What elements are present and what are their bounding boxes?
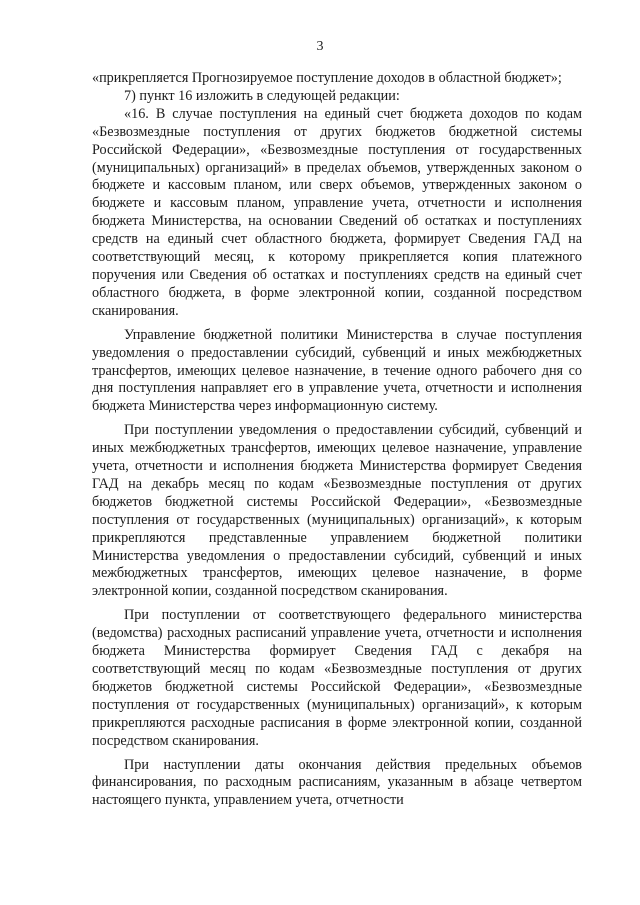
- paragraph-1: «прикрепляется Прогнозируемое поступление доходов в областной бюджет»;: [92, 70, 562, 86]
- page-number: 3: [316, 39, 324, 54]
- document-body: [92, 70, 582, 810]
- paragraph-2: 7) пункт 16 изложить в следующей редакции:: [124, 87, 400, 104]
- paragraph-5: При поступлении уведомления о предоставлении субсидий, субвенций и иных межбюджетных трансфертов, имеющих целевое назначение, управление учета, отчетности и исполнения бюджета Министерства формирует Сведения ГАД на декабрь месяц по кодам «Безвозмездные поступления от других бюджетов бюджетной системы Российской Федерации», «Безвозмездные поступления от государственных (муниципальных) организаций», к которым прикрепляются представленные управлением бюджетной политики Министерства уведомления о предоставлении субсидий, субвенций и иных межбюджетных трансфертов, имеющих целевое назначение, в форме электронной копии, созданной посредством сканирования.: [92, 422, 582, 600]
- paragraph-3: «16. В случае поступления на единый счет бюджета доходов по кодам «Безвозмездные поступления от других бюджетов бюджетной системы Российской Федерации», «Безвозмездные поступления от государственных (муниципальных) организаций» в пределах объемов, утвержденных законом о бюджете и кассовым планом, или сверх объемов, утвержденных законом о бюджете и кассовым планом, управление учета, отчетности и исполнения бюджета Министерства, на основании Сведений об остатках и поступлениях средств на единый счет областного бюджета, формирует Сведения ГАД на соответствующий месяц, к которому прикрепляется копия платежного поручения или Сведения об остатках и поступлениях средств на единый счет областного бюджета, в форме электронной копии, созданной посредством сканирования.: [92, 105, 582, 319]
- paragraph-6: При поступлении от соответствующего федерального министерства (ведомства) расходных расписаний управление учета, отчетности и исполнения бюджета Министерства формирует Сведения ГАД с декабря на соответствующий месяц по кодам «Безвозмездные поступления от других бюджетов бюджетной системы Российской Федерации», «Безвозмездные поступления от государственных (муниципальных) организаций», к которым прикрепляются расходные расписания в форме электронной копии, созданной посредством сканирования.: [92, 607, 582, 749]
- paragraph-7: При наступлении даты окончания действия предельных объемов финансирования, по расходным расписаниям, указанным в абзаце четвертом настоящего пункта, управлением учета, отчетности: [92, 756, 582, 809]
- paragraph-4: Управление бюджетной политики Министерства в случае поступления уведомления о предоставлении субсидий, субвенций и иных межбюджетных трансфертов, имеющих целевое назначение, в течение одного рабочего дня со дня поступления направляет его в управление учета, отчетности и исполнения бюджета Министерства через информационную систему.: [92, 326, 582, 415]
